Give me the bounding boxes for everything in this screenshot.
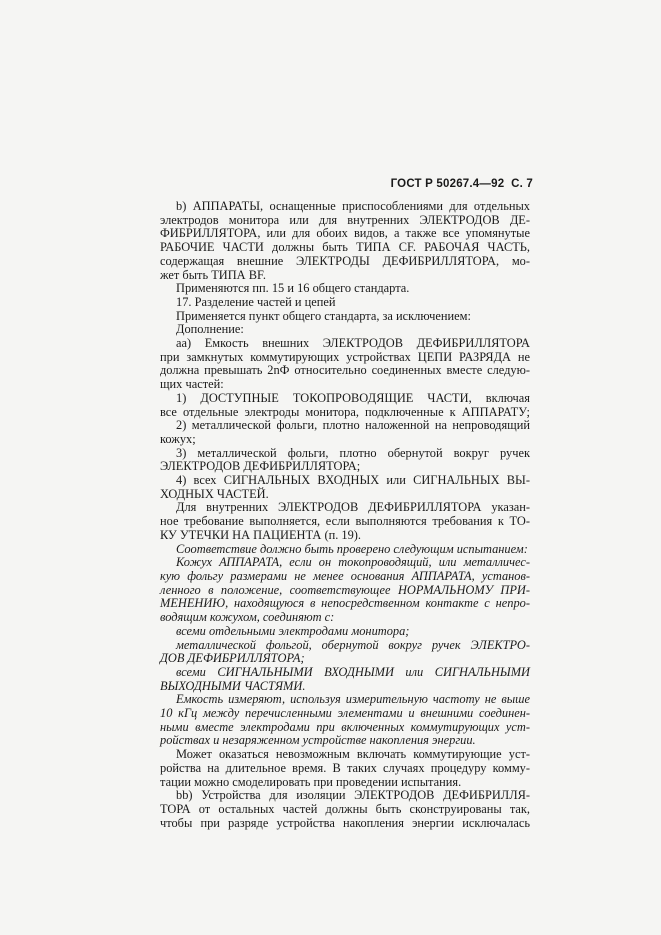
- text-line: все отдельные электроды монитора, подключенные к АППАРАТУ;: [160, 404, 530, 419]
- text-line: Емкость измеряют, используя измерительную частоту не выше: [176, 692, 530, 707]
- text-line: b) АППАРАТЫ, оснащенные приспособлениями для отдельных: [176, 199, 530, 213]
- text-line: кую фольгу размерами не менее основания АППАРАТА, установ-: [160, 568, 530, 583]
- text-line: Может оказаться невозможным включать коммутирующие уст-: [176, 747, 530, 762]
- text-line: ное требование выполняется, если выполняются требования к ТО-: [160, 514, 530, 529]
- text-line: РАБОЧИЕ ЧАСТИ должны быть ТИПА CF. РАБОЧАЯ ЧАСТЬ,: [160, 240, 530, 255]
- page-number: С. 7: [511, 178, 533, 190]
- text-line: 17. Разделение частей и цепей: [176, 294, 336, 309]
- text-line: всеми СИГНАЛЬНЫМИ ВХОДНЫМИ или СИГНАЛЬНЫМИ: [176, 664, 530, 679]
- text-line: тации можно смоделировать при проведении испытания.: [160, 774, 462, 789]
- standard-number: ГОСТ Р 50267.4—92: [390, 178, 505, 190]
- text-line: Соответствие должно быть проверено следующим испытанием:: [176, 541, 528, 556]
- text-line: ДОВ ДЕФИБРИЛЛЯТОРА;: [160, 651, 305, 666]
- text-line: щих частей:: [160, 377, 224, 392]
- body-text: [160, 200, 530, 830]
- text-line: водящим кожухом, соединяют с:: [160, 610, 335, 625]
- text-line: ФИБРИЛЛЯТОРА, или для обоих видов, а также все упомянутые: [160, 226, 530, 241]
- text-line: aa) Емкость внешних ЭЛЕКТРОДОВ ДЕФИБРИЛЛЯТОРА: [176, 336, 530, 351]
- text-line: 4) всех СИГНАЛЬНЫХ ВХОДНЫХ или СИГНАЛЬНЫХ ВЫ-: [176, 473, 530, 488]
- text-line: ными вместе электродами при включенных коммутирующих уст-: [160, 719, 530, 734]
- text-line: Кожух АППАРАТА, если он токопроводящий, или металличес-: [176, 555, 530, 570]
- text-line: bb) Устройства для изоляции ЭЛЕКТРОДОВ ДЕФИБРИЛЛЯ-: [176, 788, 530, 803]
- text-line: ХОДНЫХ ЧАСТЕЙ.: [160, 486, 269, 501]
- page-header: [391, 178, 533, 190]
- text-line: ройствах и незаряженном устройстве накопления энергии.: [160, 733, 476, 748]
- text-line: всеми отдельными электродами монитора;: [176, 623, 410, 638]
- text-line: ленного в положение, соответствующее НОРМАЛЬНОМУ ПРИ-: [160, 582, 530, 597]
- text-line: содержащая внешние ЭЛЕКТРОДЫ ДЕФИБРИЛЛЯТОРА, мо-: [160, 253, 530, 268]
- text-line: 3) металлической фольги, плотно обернутой вокруг ручек: [176, 445, 530, 460]
- text-line: электродов монитора или для внутренних ЭЛЕКТРОДОВ ДЕ-: [160, 212, 530, 227]
- text-line: кожух;: [160, 431, 196, 446]
- text-line: КУ УТЕЧКИ НА ПАЦИЕНТА (п. 19).: [160, 527, 362, 542]
- text-line: металлической фольгой, обернутой вокруг ручек ЭЛЕКТРО-: [176, 637, 530, 652]
- text-line: ройства на длительное время. В таких случаях процедуру комму-: [160, 760, 530, 775]
- text-line: МЕНЕНИЮ, находящуюся в непосредственном контакте с непро-: [160, 596, 530, 611]
- text-line: ТОРА от остальных частей должны быть сконструированы так,: [160, 801, 530, 816]
- text-line: ЭЛЕКТРОДОВ ДЕФИБРИЛЛЯТОРА;: [160, 459, 361, 474]
- text-line: чтобы при разряде устройства накопления энергии исключалась: [160, 815, 530, 830]
- text-line: должна превышать 2nФ относительно соединенных вместе следую-: [160, 363, 530, 378]
- text-line: Применяется пункт общего стандарта, за исключением:: [176, 308, 471, 323]
- text-line: ВЫХОДНЫМИ ЧАСТЯМИ.: [160, 678, 306, 693]
- text-line: Для внутренних ЭЛЕКТРОДОВ ДЕФИБРИЛЛЯТОРА указан-: [176, 500, 530, 515]
- text-line: жет быть ТИПА BF.: [160, 267, 266, 282]
- text-line: при замкнутых коммутирующих устройствах ЦЕПИ РАЗРЯДА не: [160, 349, 530, 364]
- text-line: 1) ДОСТУПНЫЕ ТОКОПРОВОДЯЩИЕ ЧАСТИ, включая: [176, 390, 530, 405]
- text-line: 2) металлической фольги, плотно наложенной на непроводящий: [176, 418, 530, 433]
- text-line: 10 кГц между перечисленными элементами и внешними соединен-: [160, 706, 530, 721]
- text-line: Дополнение:: [176, 322, 244, 337]
- text-line: Применяются пп. 15 и 16 общего стандарта.: [176, 281, 410, 296]
